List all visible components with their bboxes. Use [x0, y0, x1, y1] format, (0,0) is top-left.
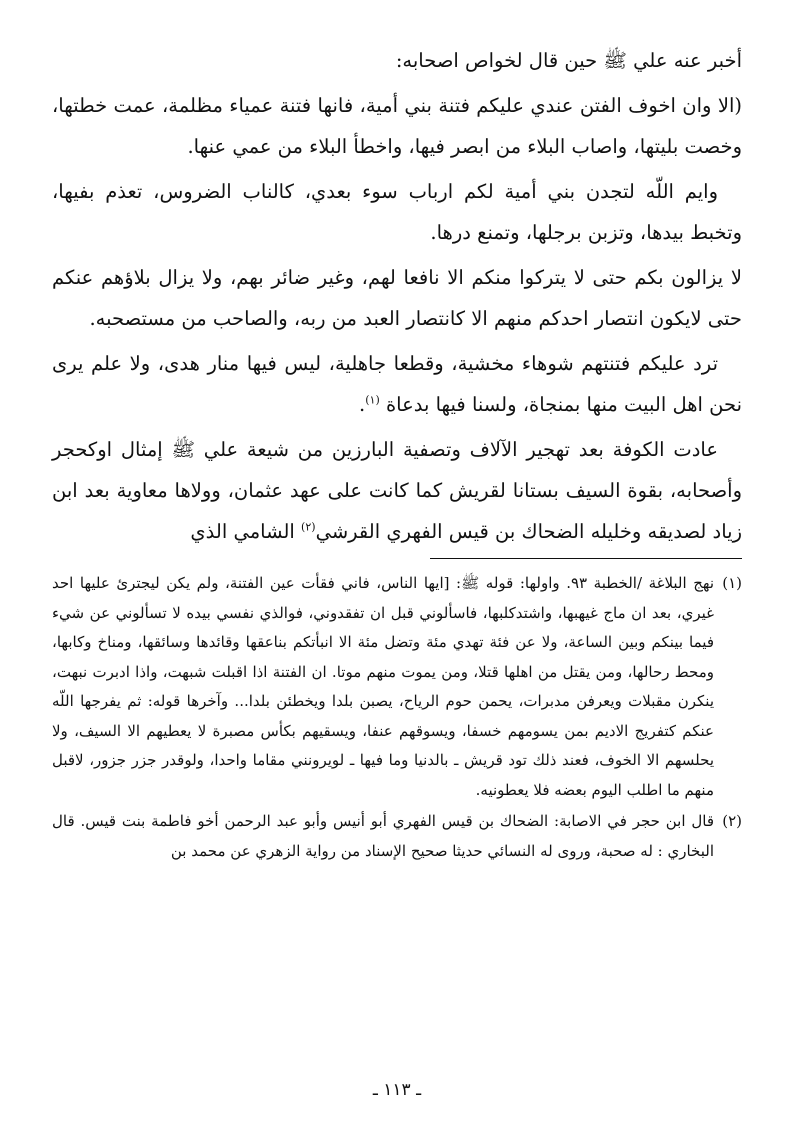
footnote-1-number: (١) [722, 574, 742, 592]
page [52, 40, 742, 1102]
paragraph-kufa-text: عادت الكوفة بعد تهجير الآلاف وتصفية البارزين من شيعة علي ﷺ إمثال اوكحجر وأصحابه، بقوة السيف بستانا لقريش كما كانت على عهد عثمان، وولاها معاوية بعد ابن زياد لصديقه وخليله الضحاك بن قيس الفهري القرشي [52, 438, 742, 543]
paragraph-intro: أخبر عنه علي ﷺ حين قال لخواص اصحابه: [395, 49, 742, 72]
footnote-1 [52, 569, 742, 805]
footnote-2-number: (٢) [722, 812, 742, 830]
page-number: ـ ١١٣ ـ [372, 1080, 422, 1100]
paragraph-kufa-tail: الشامي الذي [190, 520, 295, 543]
paragraph-quote-1: (الا وان اخوف الفتن عندي عليكم فتنة بني أمية، فانها فتنة عمياء مظلمة، عمت خطتها، وخصت بليتها، واصاب البلاء من ابصر فيها، واخطأ البلاء من عمي عنها. [52, 94, 742, 158]
footnote-ref-2: (٢) [301, 520, 316, 534]
paragraph-quote-4: ترد عليكم فتنتهم شوهاء مخشية، وقطعا جاهلية، ليس فيها منار هدى، ولا علم يرى نحن اهل البيت منها بمنجاة، ولسنا فيها بدعاة $^{(١)}$. [52, 352, 742, 416]
footnote-1-text: نهج البلاغة /الخطبة ٩٣. واولها: قوله ﷺ: [ايها الناس، فاني فقأت عين الفتنة، ولم يكن ليجترئ عليها احد غيري، بعد ان ماج غيهبها، واشتدكلبها، فاسألوني قبل ان تفقدوني، فوالذي نفسي بيده لا تسألوني عن شيء فيما بينكم وبين الساعة، ولا عن فئة تهدي مئة وتضل مئة الا انبأتكم بناعقها وقائدها وسائقها، ومناخ وكابها، ومحط رحالها، ومن يقتل من اهلها قتلا، ومن يموت منهم موتا. ان الفتنة اذا اقبلت شبهت، واذا ادبرت نبهت، ينكرن مقبلات ويعرفن مدبرات، يحمن حوم الرياح، يصبن بلدا ويخطئن بلدا... وآخرها قوله: ثم يفرجها اللّه عنكم كتفريج الاديم بمن يسومهم خسفا، ويسوقهم عنفا، ويسقيهم بكأس مصبرة لا يعطيهم الا السيف، ولا يحلسهم الا الخوف، فعند ذلك تود قريش ـ بالدنيا وما فيها ـ لويرونني مقاما واحدا، ولوقدر جزر جزور، لاقبل منهم ما اطلب اليوم بعضه فلا يعطونيه. [52, 574, 715, 799]
footnote-2 [52, 807, 742, 866]
footnote-divider [430, 558, 742, 559]
paragraph-quote-2: وايم اللّه لتجدن بني أمية لكم ارباب سوء بعدي، كالناب الضروس، تعذم بفيها، وتخبط بيدها، وتزبن برجلها، وتمنع درها. [52, 180, 742, 244]
paragraph-kufa [52, 429, 742, 552]
paragraph-quote-4-text: ترد عليكم فتنتهم شوهاء مخشية، وقطعا جاهلية، ليس فيها منار هدى، ولا علم يرى نحن اهل البيت منها بمنجاة، ولسنا فيها بدعاة [52, 352, 742, 416]
footnote-2-text: قال ابن حجر في الاصابة: الضحاك بن قيس الفهري أبو أنيس وأبو عبد الرحمن أخو فاطمة بنت قيس. قال البخاري : له صحبة، وروى له النسائي حديثا صحيح الإسناد من رواية الزهري عن محمد بن [52, 812, 714, 860]
footnote-ref-1: (١) [365, 393, 380, 407]
paragraph-quote-3: لا يزالون بكم حتى لا يتركوا منكم الا نافعا لهم، وغير ضائر بهم، ولا يزال بلاؤهم عنكم حتى لايكون انتصار احدكم منهم الا كانتصار العبد من ربه، والصاحب من مستصحبه. [52, 266, 742, 330]
footnotes [52, 569, 742, 866]
main-text [52, 40, 742, 552]
